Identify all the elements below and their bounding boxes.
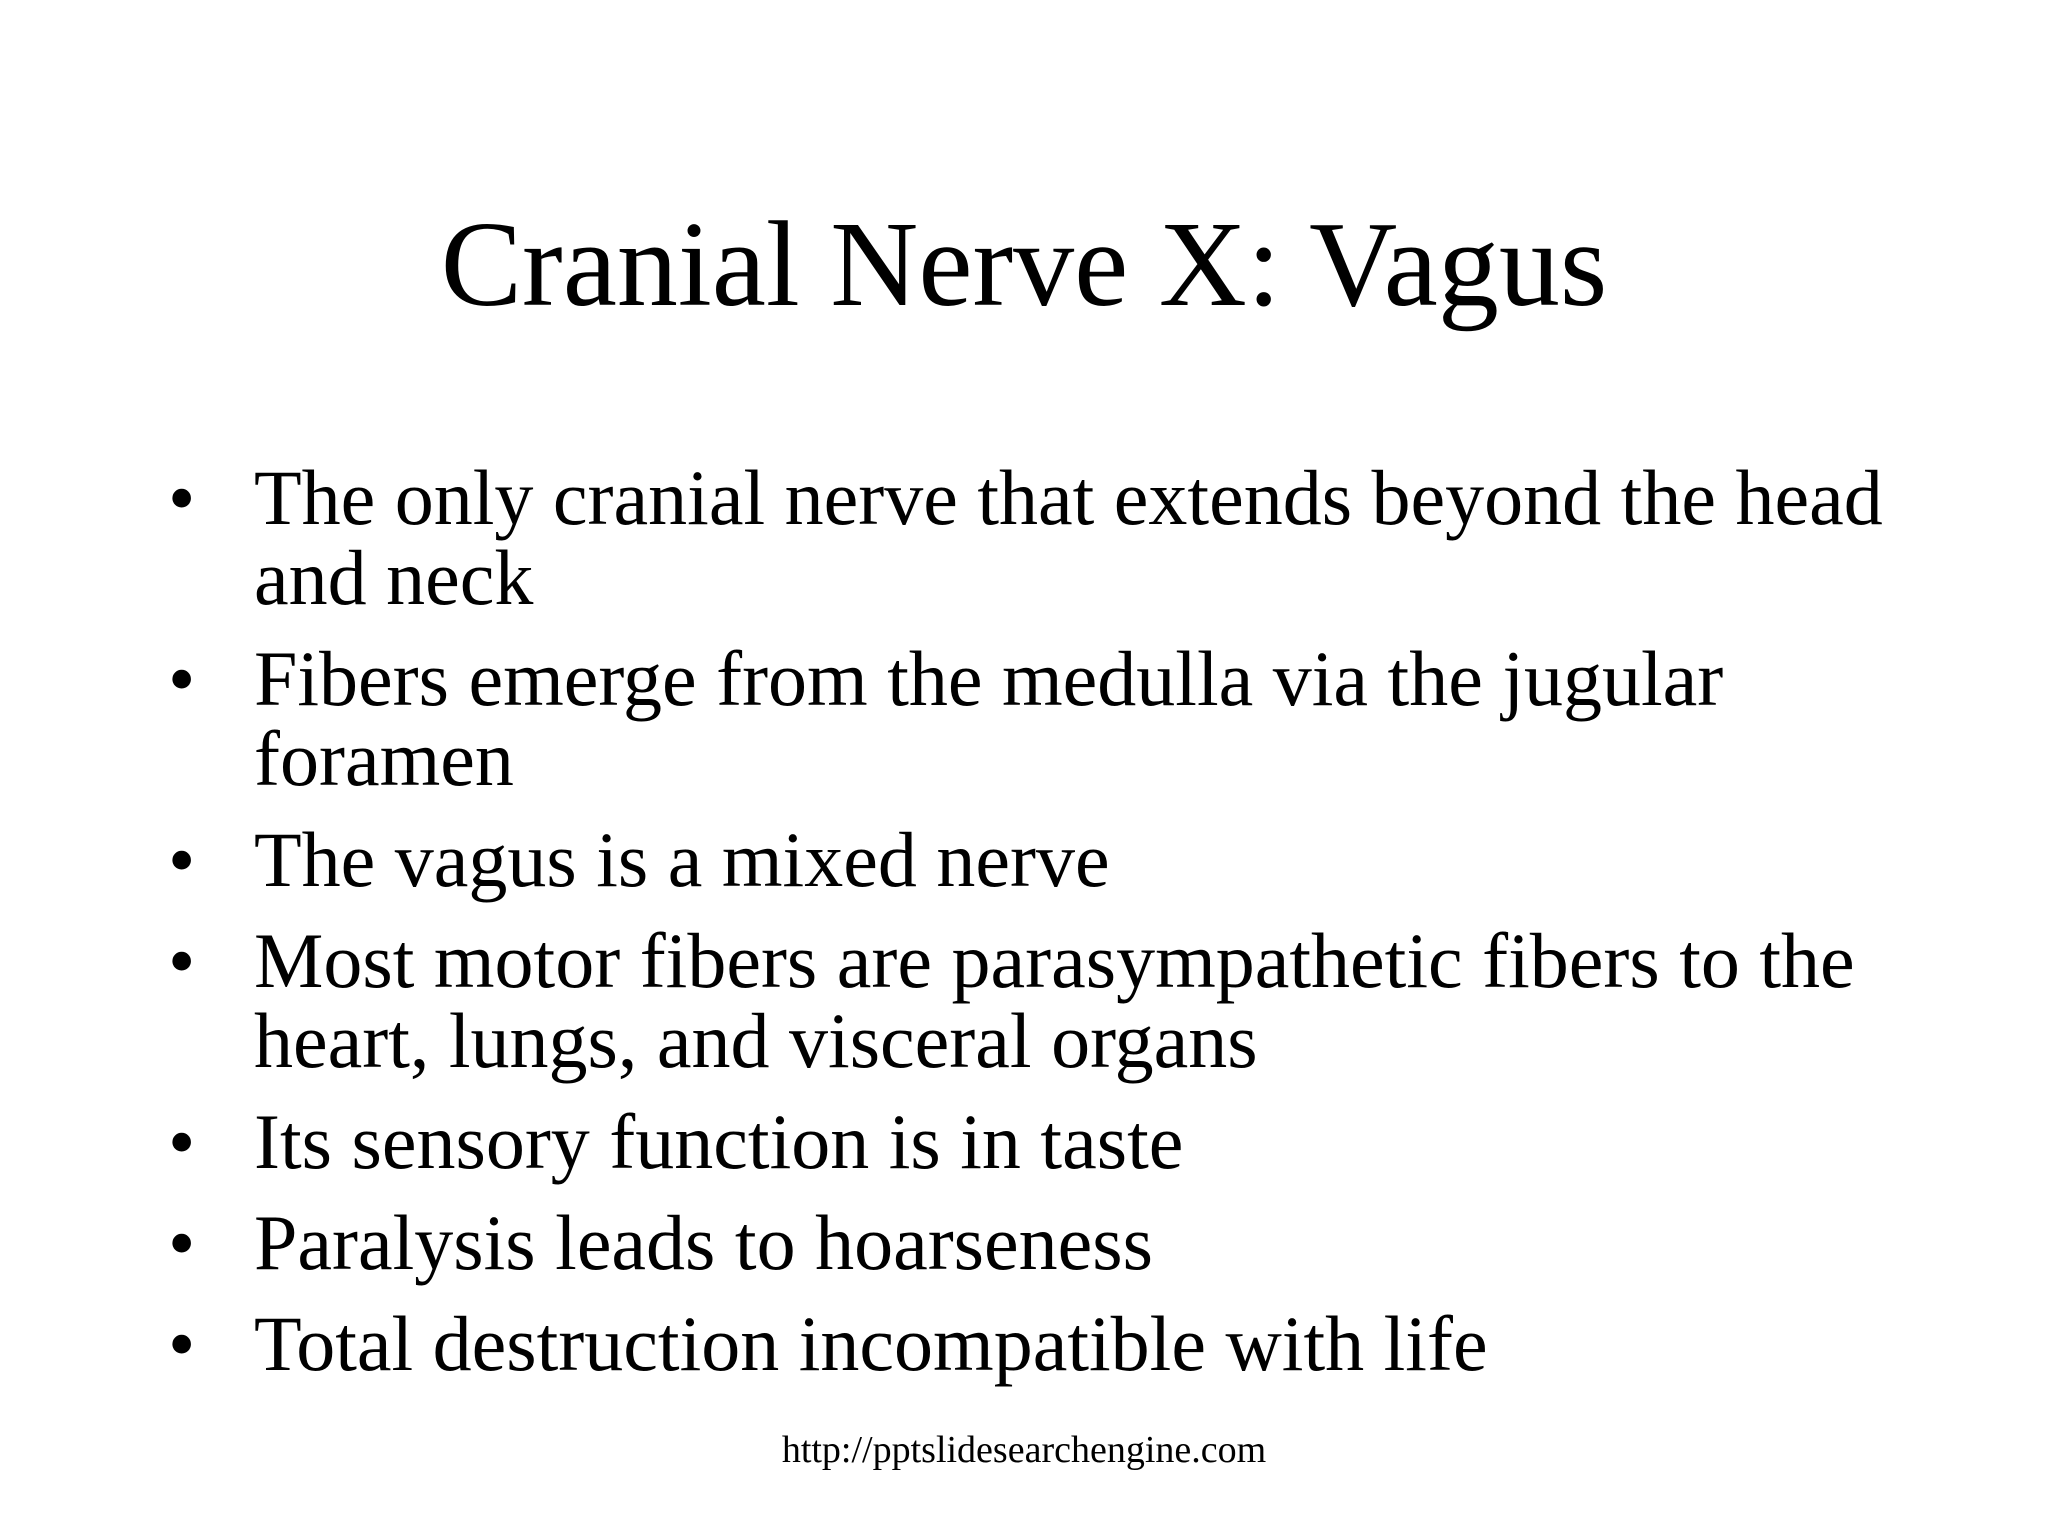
list-item xyxy=(168,917,1968,1084)
list-item xyxy=(168,1098,1968,1185)
bullet-text: Fibers emerge from the medulla via the jugular foramen xyxy=(254,635,1724,802)
bullet-icon: • xyxy=(168,816,196,903)
list-item xyxy=(168,816,1968,903)
bullet-icon: • xyxy=(168,635,196,722)
bullet-text: Its sensory function is in taste xyxy=(254,1098,1184,1185)
bullet-text: Total destruction incompatible with life xyxy=(254,1300,1488,1387)
bullet-icon: • xyxy=(168,1199,196,1286)
bullet-text: The only cranial nerve that extends beyond the head and neck xyxy=(254,454,1883,621)
slide-title: Cranial Nerve X: Vagus xyxy=(440,197,1608,332)
bullet-icon: • xyxy=(168,1300,196,1387)
bullet-text: Most motor fibers are parasympathetic fibers to the heart, lungs, and visceral organs xyxy=(254,917,1855,1084)
list-item xyxy=(168,635,1968,802)
bullet-text: The vagus is a mixed nerve xyxy=(254,816,1110,903)
list-item xyxy=(168,1199,1968,1286)
list-item xyxy=(168,454,1968,621)
bullet-icon: • xyxy=(168,1098,196,1185)
bullet-icon: • xyxy=(168,917,196,1004)
bullet-text: Paralysis leads to hoarseness xyxy=(254,1199,1153,1286)
footer-url: http://pptslidesearchengine.com xyxy=(781,1429,1267,1471)
list-item xyxy=(168,1300,1968,1387)
bullet-list xyxy=(168,454,1968,1405)
bullet-icon: • xyxy=(168,454,196,541)
